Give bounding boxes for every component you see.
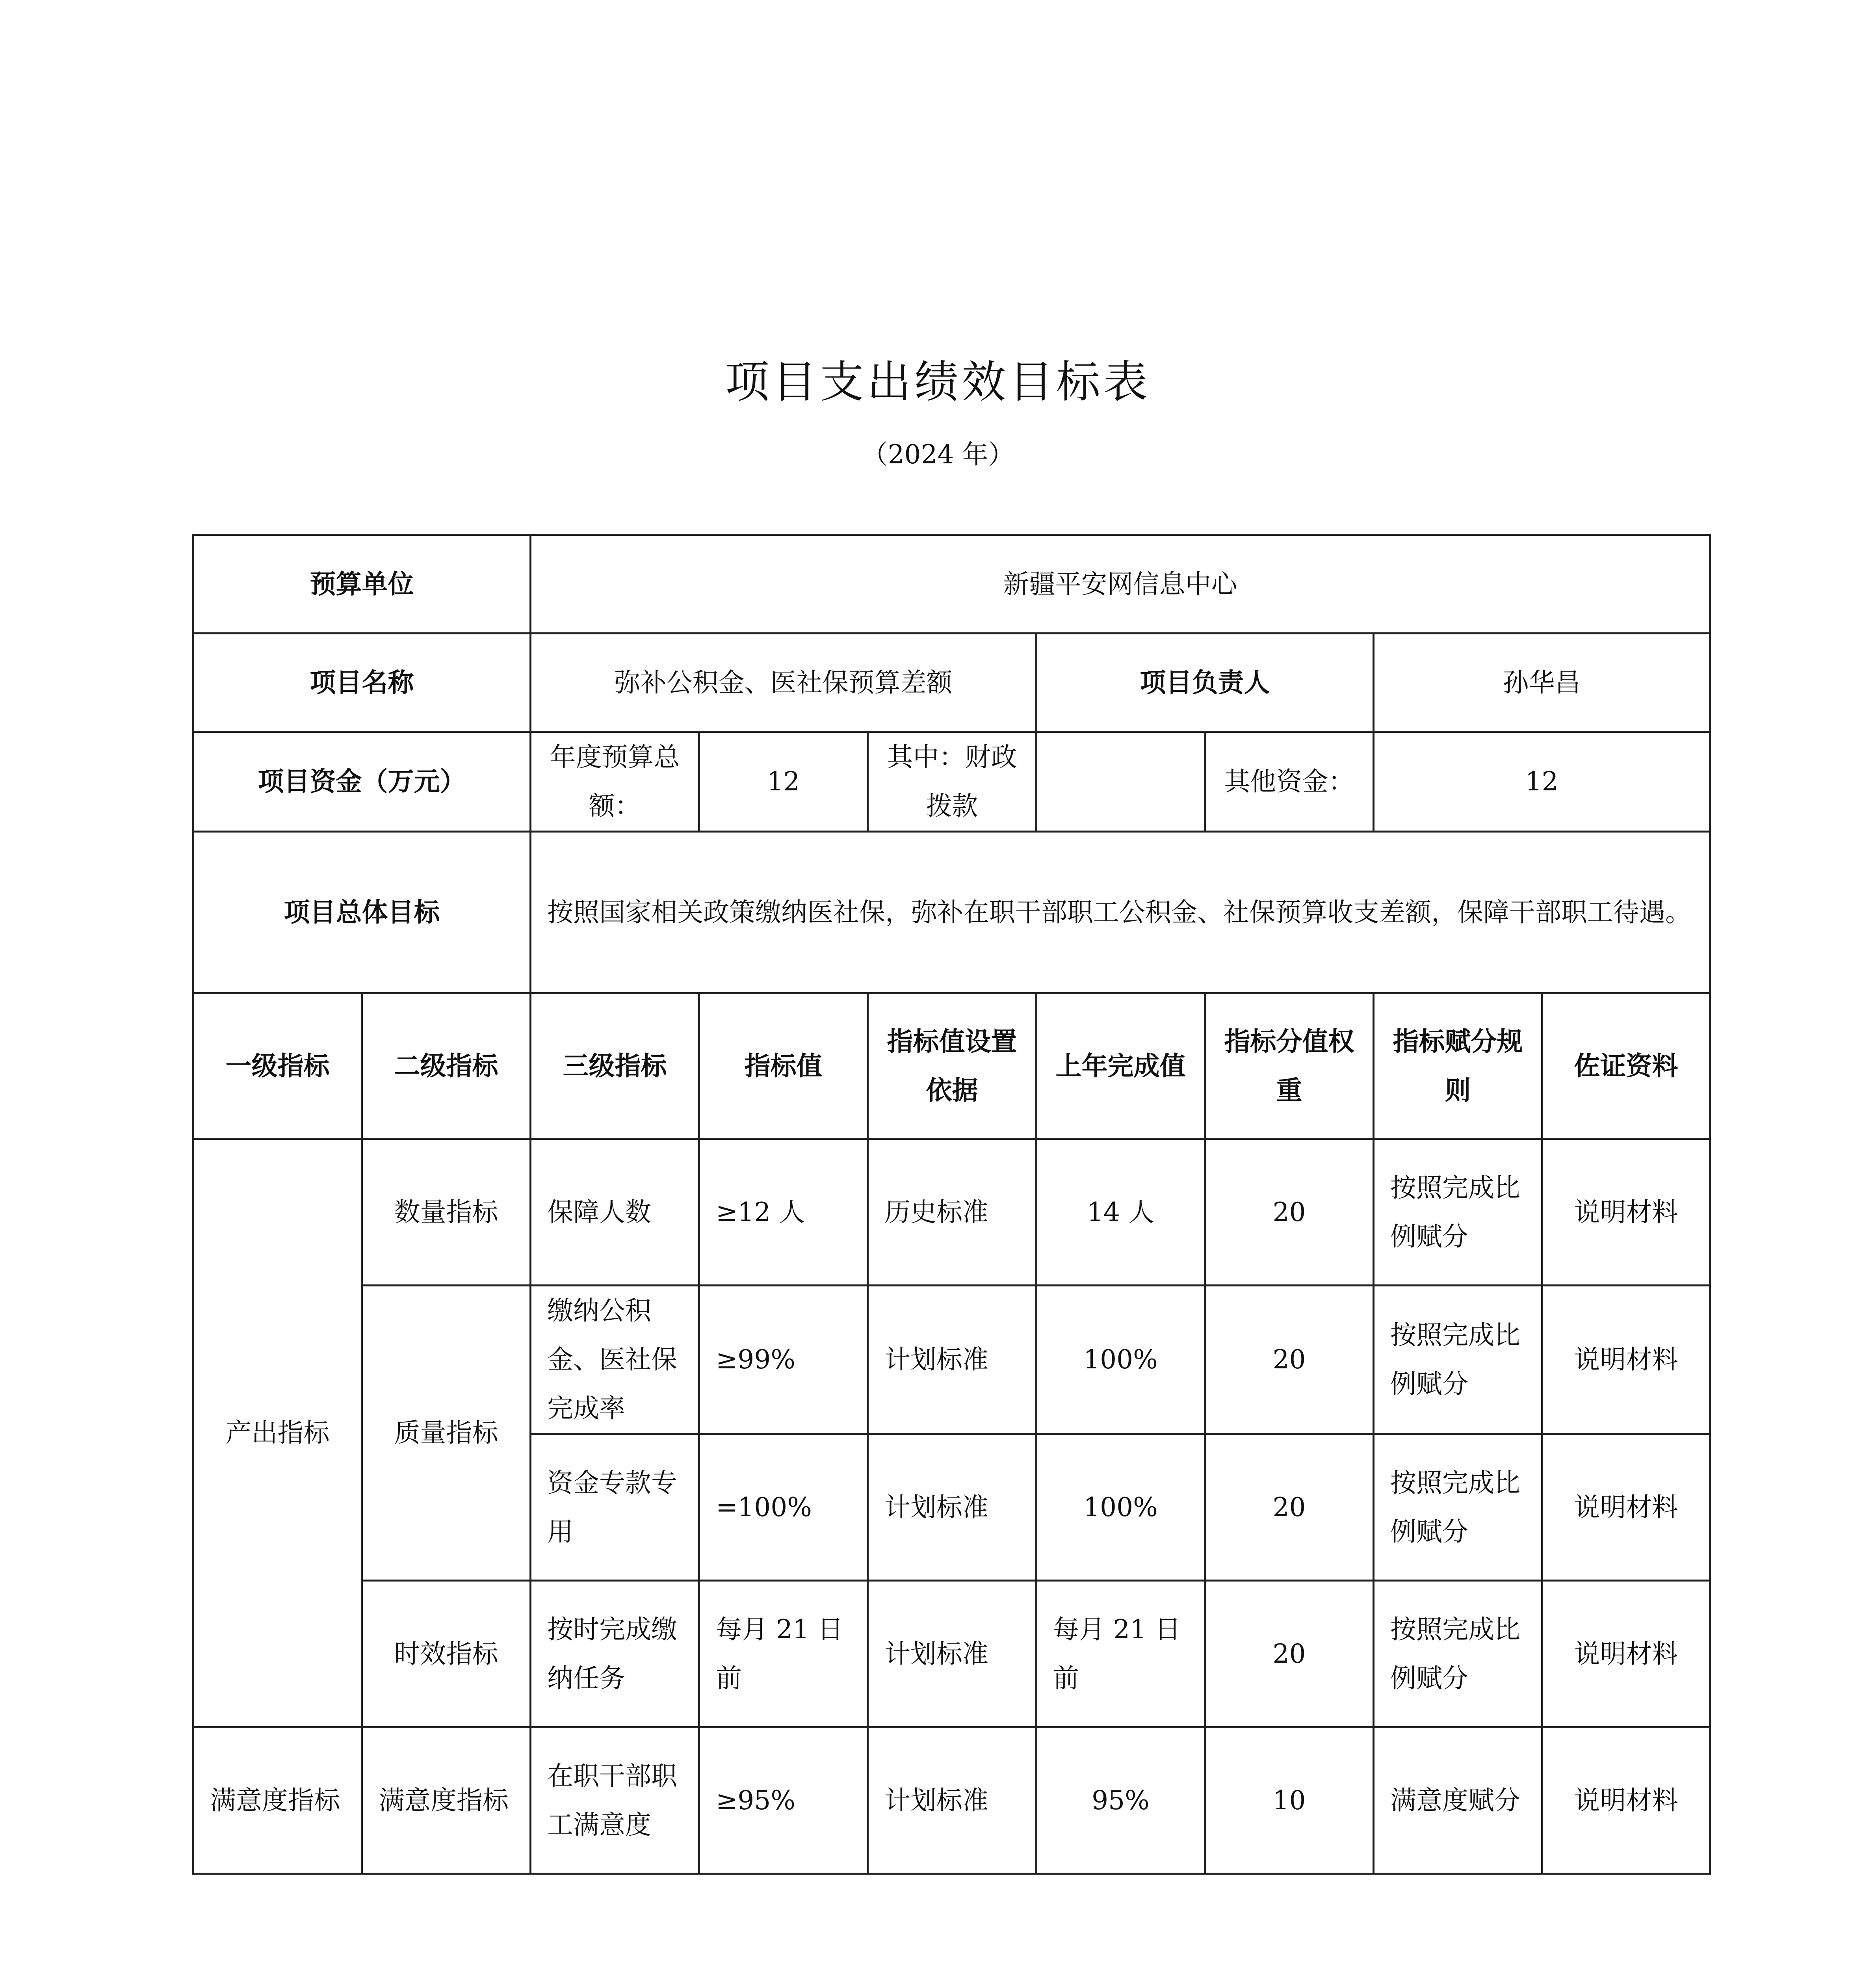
project-name-value: 弥补公积金、医社保预算差额: [531, 634, 1036, 732]
indicator-last: 95%: [1036, 1727, 1205, 1874]
leader-value: 孙华昌: [1374, 634, 1710, 732]
indicator-weight: 20: [1205, 1581, 1374, 1727]
indicator-evidence: 说明材料: [1542, 1727, 1710, 1874]
goal-row: [193, 832, 1710, 993]
goal-value: 按照国家相关政策缴纳医社保，弥补在职干部职工公积金、社保预算收支差额，保障干部职工待遇。: [531, 832, 1710, 993]
indicator-rule: 按照完成比例赋分: [1374, 1434, 1542, 1581]
indicator-value: ≥95%: [699, 1727, 868, 1874]
annual-total-value: 12: [699, 732, 868, 832]
leader-label: 项目负责人: [1036, 634, 1374, 732]
table-row: [193, 1581, 1710, 1727]
header-row: [193, 993, 1710, 1139]
indicator-evidence: 说明材料: [1542, 1286, 1710, 1434]
indicator-last: 100%: [1036, 1286, 1205, 1434]
indicator-basis: 计划标准: [868, 1581, 1036, 1727]
indicator-value: ≥99%: [699, 1286, 868, 1434]
indicator-weight: 20: [1205, 1434, 1374, 1581]
group-satisfaction-l2: 满意度指标: [362, 1727, 531, 1874]
indicator-last: 14 人: [1036, 1139, 1205, 1286]
indicator-basis: 计划标准: [868, 1727, 1036, 1874]
header-cell: 一级指标: [193, 993, 362, 1139]
indicator-weight: 10: [1205, 1727, 1374, 1874]
fiscal-label: 其中：财政拨款: [868, 732, 1036, 832]
indicator-name: 保障人数: [531, 1139, 699, 1286]
indicator-evidence: 说明材料: [1542, 1139, 1710, 1286]
indicator-rule: 按照完成比例赋分: [1374, 1286, 1542, 1434]
indicator-evidence: 说明材料: [1542, 1434, 1710, 1581]
indicator-name: 资金专款专用: [531, 1434, 699, 1581]
indicator-rule: 按照完成比例赋分: [1374, 1581, 1542, 1727]
unit-row: [193, 535, 1710, 634]
indicator-weight: 20: [1205, 1286, 1374, 1434]
indicator-basis: 计划标准: [868, 1434, 1036, 1581]
goal-label: 项目总体目标: [193, 832, 531, 993]
indicator-name: 按时完成缴纳任务: [531, 1581, 699, 1727]
unit-value: 新疆平安网信息中心: [531, 535, 1710, 634]
indicator-value: =100%: [699, 1434, 868, 1581]
indicator-weight: 20: [1205, 1139, 1374, 1286]
header-cell: 指标分值权重: [1205, 993, 1374, 1139]
fiscal-value: [1036, 732, 1205, 832]
group-quality: 质量指标: [362, 1286, 531, 1581]
annual-total-label: 年度预算总额：: [531, 732, 699, 832]
indicator-name: 在职干部职工满意度: [531, 1727, 699, 1874]
header-cell: 二级指标: [362, 993, 531, 1139]
indicator-last: 每月 21 日前: [1036, 1581, 1205, 1727]
header-cell: 指标值设置依据: [868, 993, 1036, 1139]
group-timeliness: 时效指标: [362, 1581, 531, 1727]
performance-table: [192, 534, 1711, 1875]
indicator-evidence: 说明材料: [1542, 1581, 1710, 1727]
header-cell: 指标值: [699, 993, 868, 1139]
indicator-name: 缴纳公积金、医社保完成率: [531, 1286, 699, 1434]
funds-row: [193, 732, 1710, 832]
header-cell: 三级指标: [531, 993, 699, 1139]
group-quantity: 数量指标: [362, 1139, 531, 1286]
indicator-rule: 满意度赋分: [1374, 1727, 1542, 1874]
funds-label: 项目资金（万元）: [193, 732, 531, 832]
header-cell: 上年完成值: [1036, 993, 1205, 1139]
other-funds-label: 其他资金：: [1205, 732, 1374, 832]
table-row: [193, 1727, 1710, 1874]
indicator-rule: 按照完成比例赋分: [1374, 1139, 1542, 1286]
indicator-basis: 计划标准: [868, 1286, 1036, 1434]
page-title: 项目支出绩效目标表: [725, 357, 1151, 408]
year-subtitle: （2024 年）: [862, 439, 1014, 470]
project-name-row: [193, 634, 1710, 732]
project-name-label: 项目名称: [193, 634, 531, 732]
header-cell: 指标赋分规则: [1374, 993, 1542, 1139]
group-output: 产出指标: [193, 1139, 362, 1727]
header-cell: 佐证资料: [1542, 993, 1710, 1139]
group-satisfaction-l1: 满意度指标: [193, 1727, 362, 1874]
indicator-value: ≥12 人: [699, 1139, 868, 1286]
indicator-basis: 历史标准: [868, 1139, 1036, 1286]
table-row: [193, 1286, 1710, 1434]
indicator-last: 100%: [1036, 1434, 1205, 1581]
indicator-value: 每月 21 日前: [699, 1581, 868, 1727]
unit-label: 预算单位: [193, 535, 531, 634]
other-funds-value: 12: [1374, 732, 1710, 832]
table-row: [193, 1139, 1710, 1286]
